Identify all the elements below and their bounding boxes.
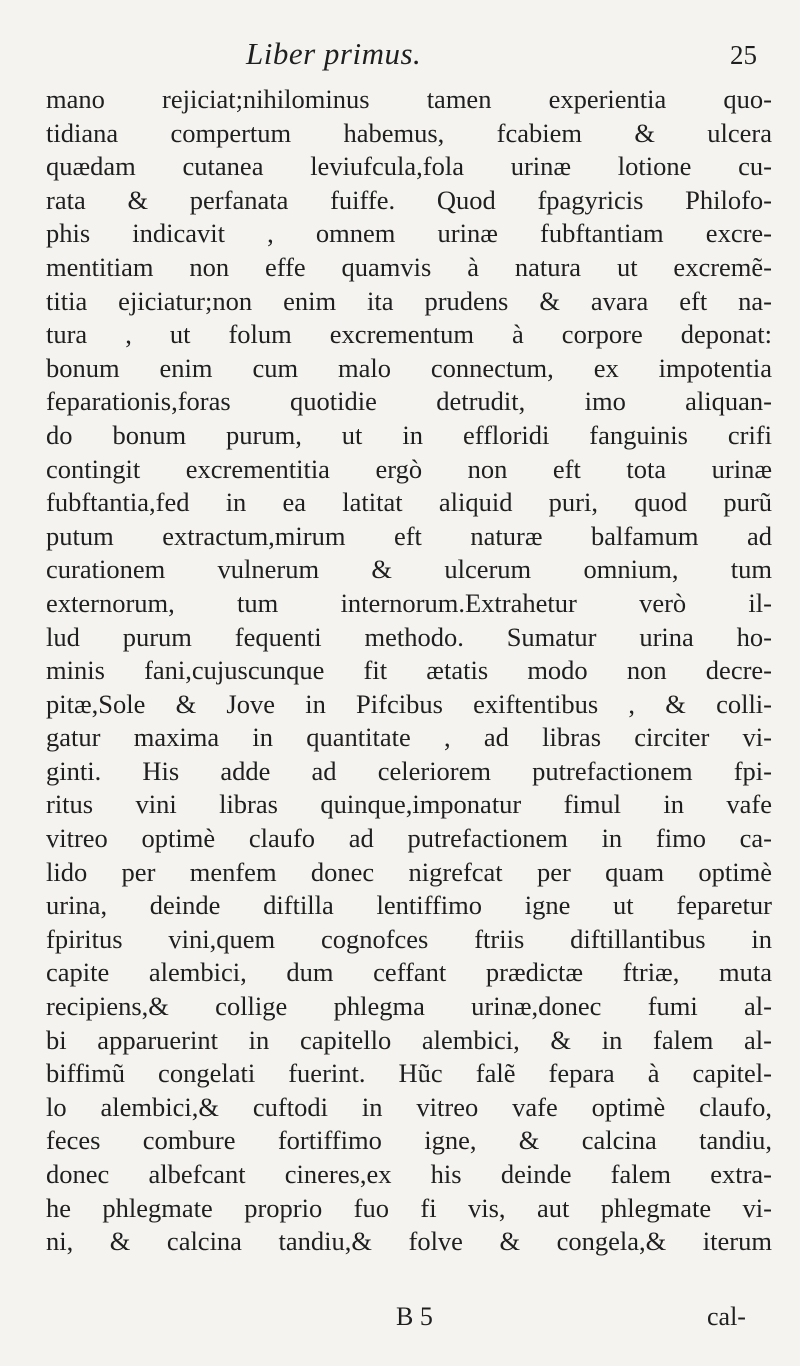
page-footer: [0, 1302, 800, 1338]
text-line: externorum, tum internorum.Extrahetur verò il-: [46, 587, 772, 618]
text-line: recipiens,& collige phlegma urinæ,donec fumi al-: [46, 991, 772, 1022]
text-line: quædam cutanea leviufcula,fola urinæ lotione cu-: [46, 151, 772, 182]
text-line: do bonum purum, ut in effloridi fanguinis crifi: [46, 419, 772, 450]
text-line: tidiana compertum habemus, fcabiem & ulcera: [46, 117, 772, 148]
text-line: phis indicavit , omnem urinæ fubftantiam excre-: [46, 218, 772, 249]
running-title: Liber primus.: [246, 36, 422, 71]
text-line: mentitiam non effe quamvis à natura ut excremẽ-: [46, 251, 772, 282]
text-line: donec albefcant cineres,ex his deinde falem extra-: [46, 1159, 772, 1189]
signature-mark: B 5: [396, 1302, 433, 1331]
text-line: lud purum fequenti methodo. Sumatur urina ho-: [46, 621, 772, 652]
text-line: curationem vulnerum & ulcerum omnium, tum: [46, 554, 772, 585]
text-line: bi apparuerint in capitello alembici, & in falem al-: [46, 1024, 772, 1055]
text-line: biffimũ congelati fuerint. Hũc falẽ fepara à capitel-: [46, 1058, 772, 1089]
text-line: tura , ut folum excrementum à corpore deponat:: [46, 319, 772, 350]
text-line: urina, deinde diftilla lentiffimo igne ut feparetur: [46, 890, 772, 921]
text-line: putum extractum,mirum eft naturæ balfamum ad: [46, 520, 772, 551]
text-line: fpiritus vini,quem cognofces ftriis diftillantibus in: [46, 923, 772, 954]
text-line: he phlegmate proprio fuo fi vis, aut phlegmate vi-: [46, 1192, 772, 1223]
text-line: ginti. His adde ad celeriorem putrefactionem fpi-: [46, 755, 772, 786]
text-line: contingit excrementitia ergò non eft tota urinæ: [46, 453, 772, 484]
text-line: capite alembici, dum ceffant prædictæ ftriæ, muta: [46, 957, 772, 988]
page-number: 25: [730, 40, 757, 70]
text-line: minis fani,cujuscunque fit ætatis modo non decre-: [46, 655, 772, 686]
page-header: [0, 36, 800, 80]
text-line: rata & perfanata fuiffe. Quod fpagyricis Philofo-: [46, 184, 772, 215]
text-line: bonum enim cum malo connectum, ex impotentia: [46, 352, 772, 383]
text-line: feparationis,foras quotidie detrudit, imo aliquan-: [46, 386, 772, 417]
text-line: titia ejiciatur;non enim ita prudens & avara eft na-: [46, 285, 772, 316]
text-line: gatur maxima in quantitate , ad libras circiter vi-: [46, 722, 772, 753]
text-line: pitæ,Sole & Jove in Pifcibus exiftentibus , & colli-: [46, 688, 772, 719]
text-line: ni, & calcina tandiu,& folve & congela,& iterum: [46, 1226, 772, 1257]
catchword: cal-: [707, 1302, 746, 1331]
text-line: mano rejiciat;nihilominus tamen experientia quo-: [46, 84, 772, 114]
body-text: [46, 83, 772, 1259]
text-line: lo alembici,& cuftodi in vitreo vafe optimè claufo,: [46, 1091, 772, 1122]
text-line: vitreo optimè claufo ad putrefactionem in fimo ca-: [46, 823, 772, 854]
text-line: lido per menfem donec nigrefcat per quam optimè: [46, 856, 772, 887]
text-line: fubftantia,fed in ea latitat aliquid puri, quod purũ: [46, 487, 772, 518]
text-line: ritus vini libras quinque,imponatur fimul in vafe: [46, 789, 772, 820]
text-line: feces combure fortiffimo igne, & calcina tandiu,: [46, 1125, 772, 1156]
